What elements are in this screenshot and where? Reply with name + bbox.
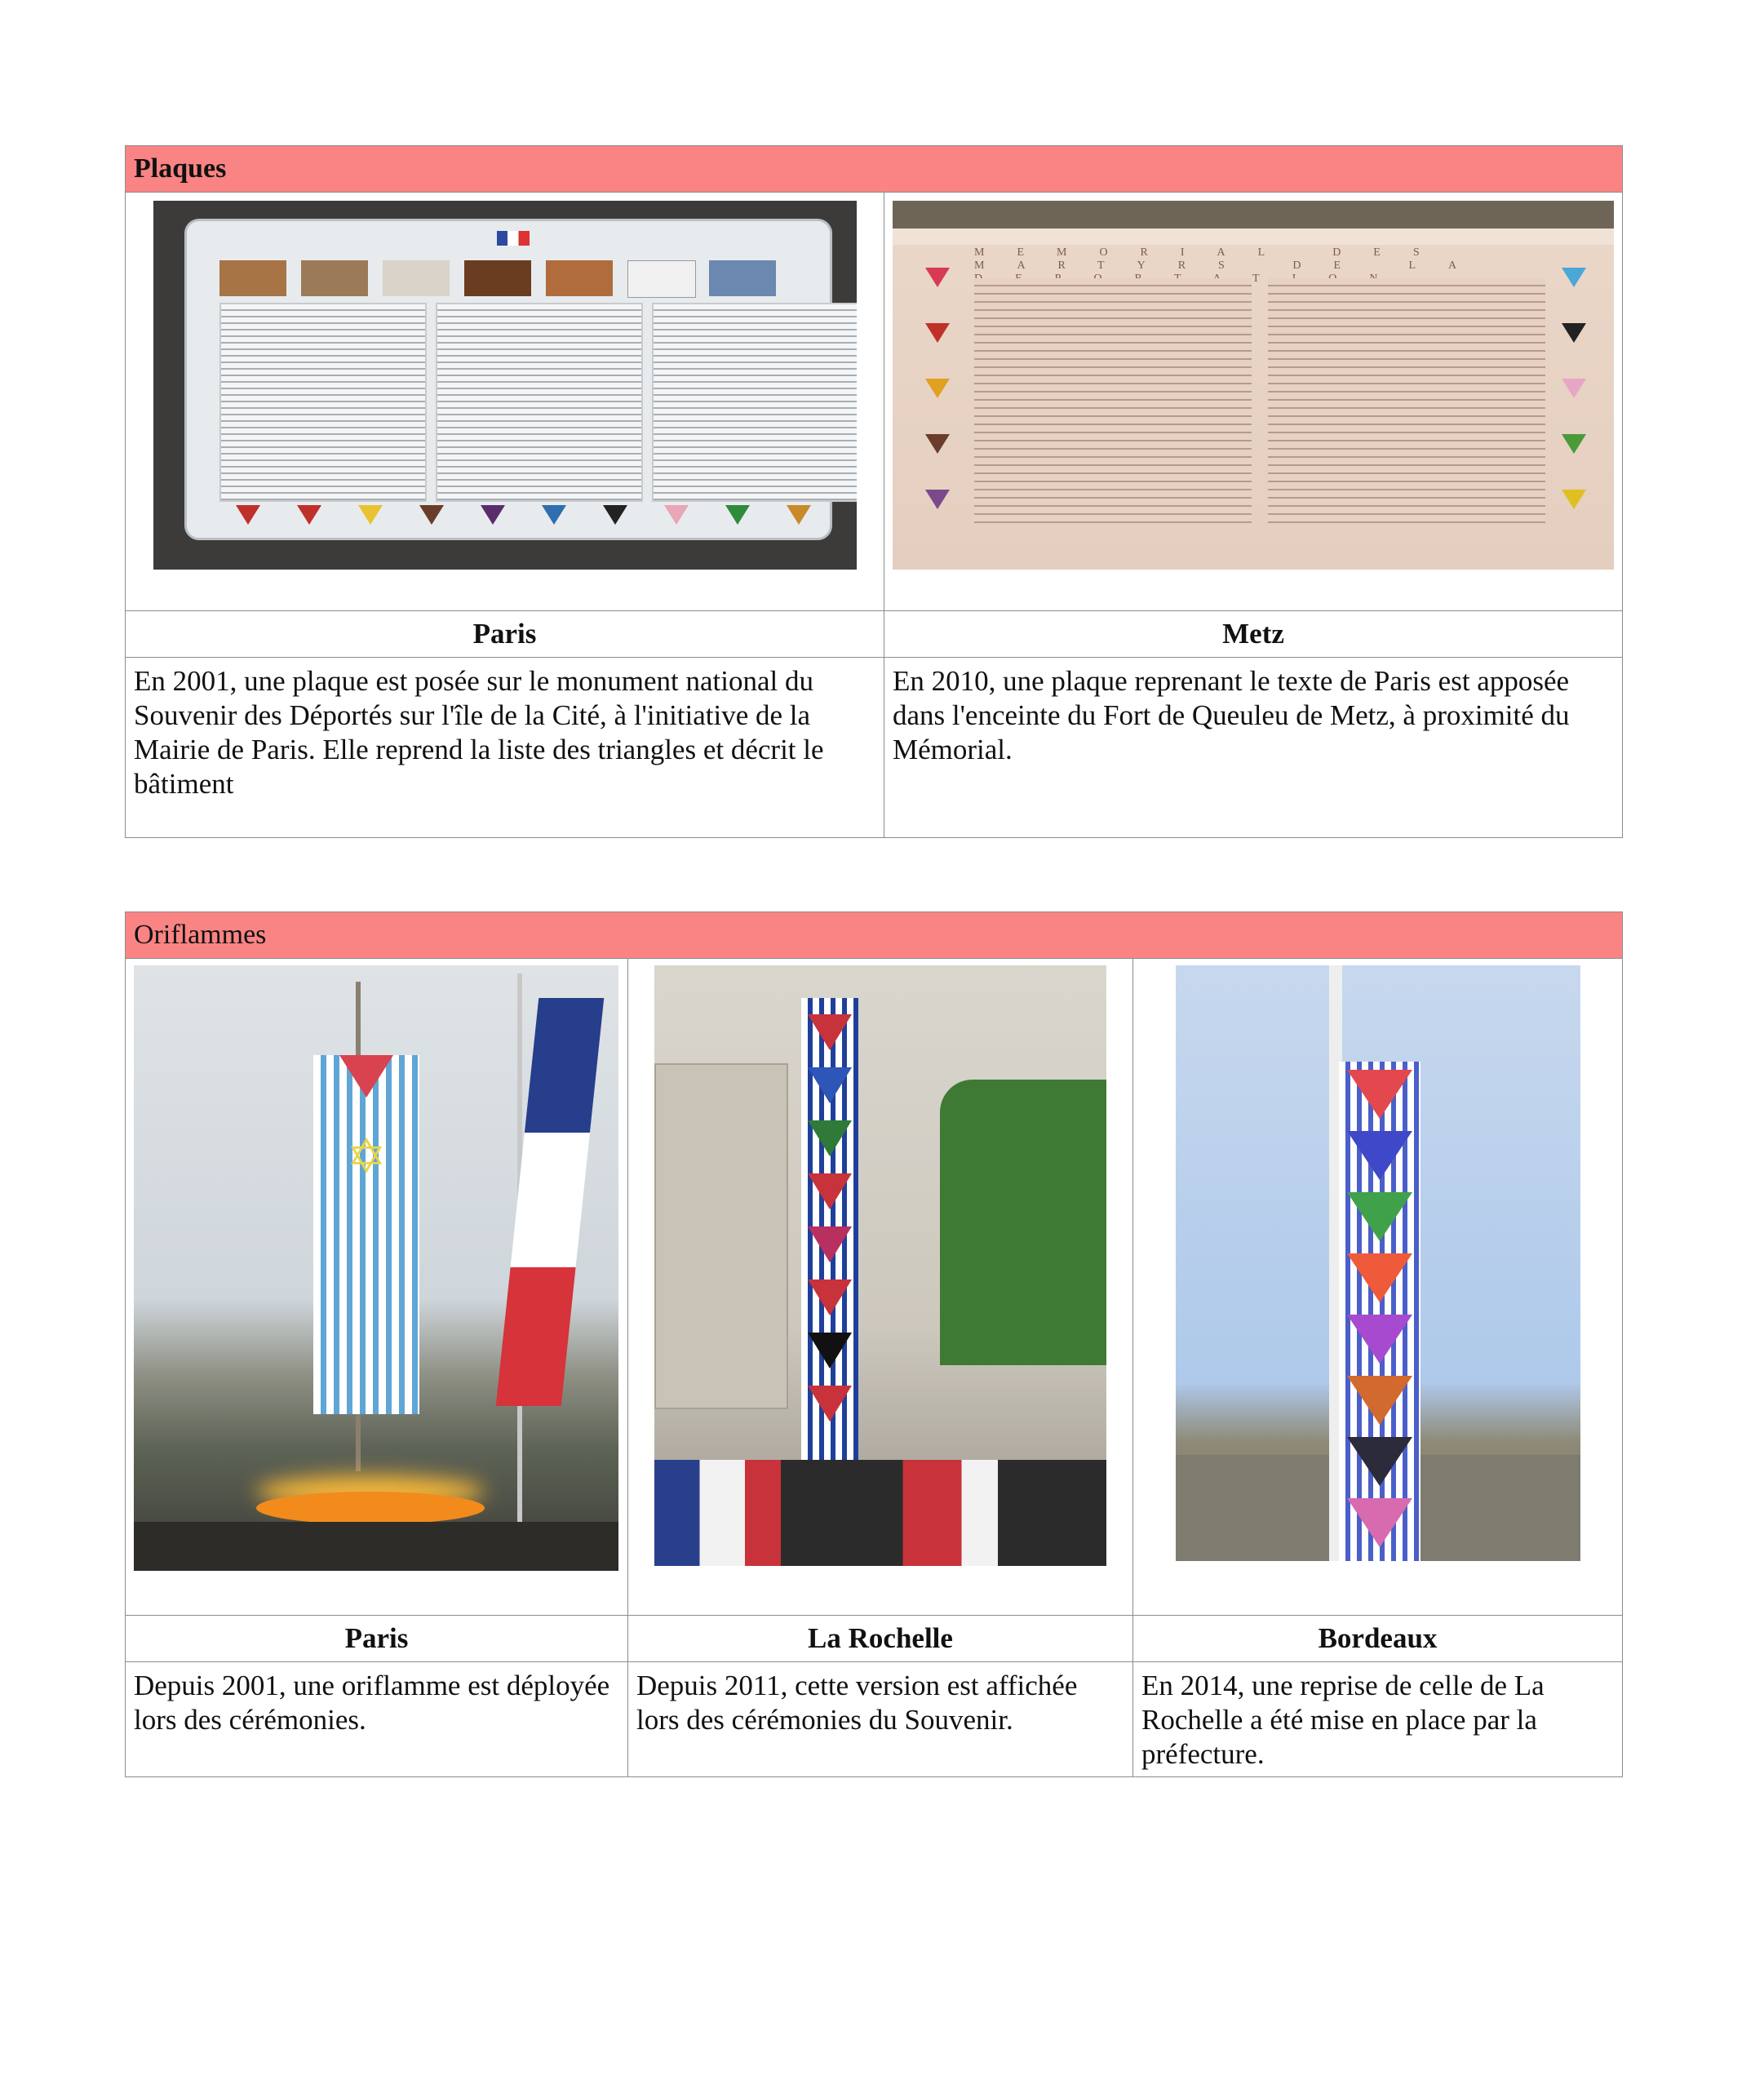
triangle-icon [1562,379,1586,398]
plaque-metz-caption: Metz [884,611,1623,658]
flag-emblem-icon [497,231,530,246]
triangle-icon [236,505,260,525]
red-triangle-icon [808,1014,852,1050]
oriflamme-paris-description: Depuis 2001, une oriflamme est déployée lors des cérémonies. [126,1662,628,1777]
triangle-icon [1562,323,1586,343]
oriflamme-larochelle-photo-cell [628,959,1133,1616]
monument-column [654,1063,788,1409]
orange-triangle-icon [1347,1376,1412,1425]
plaques-table [125,145,1623,838]
crowd-flags [654,1460,1106,1566]
plaque-text-column [219,303,427,502]
plaque-thumb [383,260,450,296]
blue-triangle-icon [1347,1131,1412,1180]
oriflamme-paris-photo-cell [126,959,628,1616]
oriflammes-table [125,911,1623,1777]
oriflamme-paris-photo [134,965,618,1571]
plaque-thumb [301,260,368,296]
triangle-icon [297,505,321,525]
triangle-icon [925,490,950,509]
red-triangle-icon [339,1055,393,1098]
french-flag [496,998,605,1406]
pink-triangle-icon [1347,1498,1412,1547]
black-triangle-icon [1347,1437,1412,1486]
triangle-icon [925,323,950,343]
blue-triangle-icon [808,1067,852,1103]
green-triangle-icon [1347,1192,1412,1241]
plaque-metz-description: En 2010, une plaque reprenant le texte de Paris est apposée dans l'enceinte du Fort de Queuleu de Metz, à proximité du Mémorial. [884,658,1623,838]
plaque-text-column [436,303,643,502]
triangle-icon [725,505,750,525]
orange-triangle-icon [1347,1253,1412,1302]
red-triangle-icon [808,1173,852,1209]
flame [256,1492,485,1524]
triangle-icon [925,434,950,454]
triangle-icon [1562,434,1586,454]
plaque-paris-photo [153,201,857,570]
plaque-text-column [652,303,857,502]
plaque-paris-photo-cell [126,193,884,611]
oriflamme-larochelle-photo [654,965,1106,1566]
green-triangle-icon [808,1120,852,1156]
triangle-icon [358,505,383,525]
plaque-thumb [464,260,531,296]
oriflamme-banner [313,1055,419,1414]
plaque-thumb [709,260,776,296]
plaque-map-thumb [627,260,696,298]
oriflamme-bordeaux-photo [1176,965,1580,1561]
red-triangle-icon [1347,1070,1412,1119]
plaque-metz-title: MEMORIAL DES MARTYRS DE LA [974,246,1489,272]
plaque-thumb [219,260,286,296]
triangle-icon [664,505,689,525]
triangle-icon [925,268,950,287]
purple-triangle-icon [1347,1315,1412,1364]
pink-triangle-icon [808,1226,852,1262]
oriflamme-larochelle-caption: La Rochelle [628,1616,1133,1662]
oriflamme-banner [1339,1062,1421,1561]
oriflammes-header: Oriflammes [126,912,1623,959]
plaque-paris-caption: Paris [126,611,884,658]
plaque-text-column [974,278,1252,523]
trees [940,1080,1106,1365]
plaque-top-band [893,228,1614,245]
triangle-icon [603,505,627,525]
triangle-icon [419,505,444,525]
triangle-icon [542,505,566,525]
plaque-paris-board [184,219,832,540]
oriflamme-bordeaux-photo-cell [1133,959,1623,1616]
plaque-thumb [546,260,613,296]
plaques-header: Plaques [126,146,1623,193]
black-triangle-icon [808,1333,852,1368]
star-triangle-icon [1562,490,1586,509]
crowd [134,1522,618,1571]
triangle-icon [1562,268,1586,287]
plaque-metz-photo-cell [884,193,1623,611]
triangle-icon [925,379,950,398]
oriflamme-paris-caption: Paris [126,1616,628,1662]
oriflamme-bordeaux-description: En 2014, une reprise de celle de La Rochelle a été mise en place par la préfecture. [1133,1662,1623,1777]
plaque-text-column [1268,278,1545,523]
oriflamme-bordeaux-caption: Bordeaux [1133,1616,1623,1662]
plaque-metz-photo [893,201,1614,570]
oriflamme-larochelle-description: Depuis 2011, cette version est affichée lors des cérémonies du Souvenir. [628,1662,1133,1777]
plaque-paris-description: En 2001, une plaque est posée sur le monument national du Souvenir des Déportés sur l'île de la Cité, à l'initiative de la Mairie de Paris. Elle reprend la liste des triangles et décrit le bâtiment [126,658,884,838]
red-triangle-icon [808,1280,852,1315]
star-triangle-icon [787,505,811,525]
star-icon: ✡ [346,1130,387,1183]
red-triangle-icon [808,1386,852,1421]
triangle-icon [481,505,505,525]
